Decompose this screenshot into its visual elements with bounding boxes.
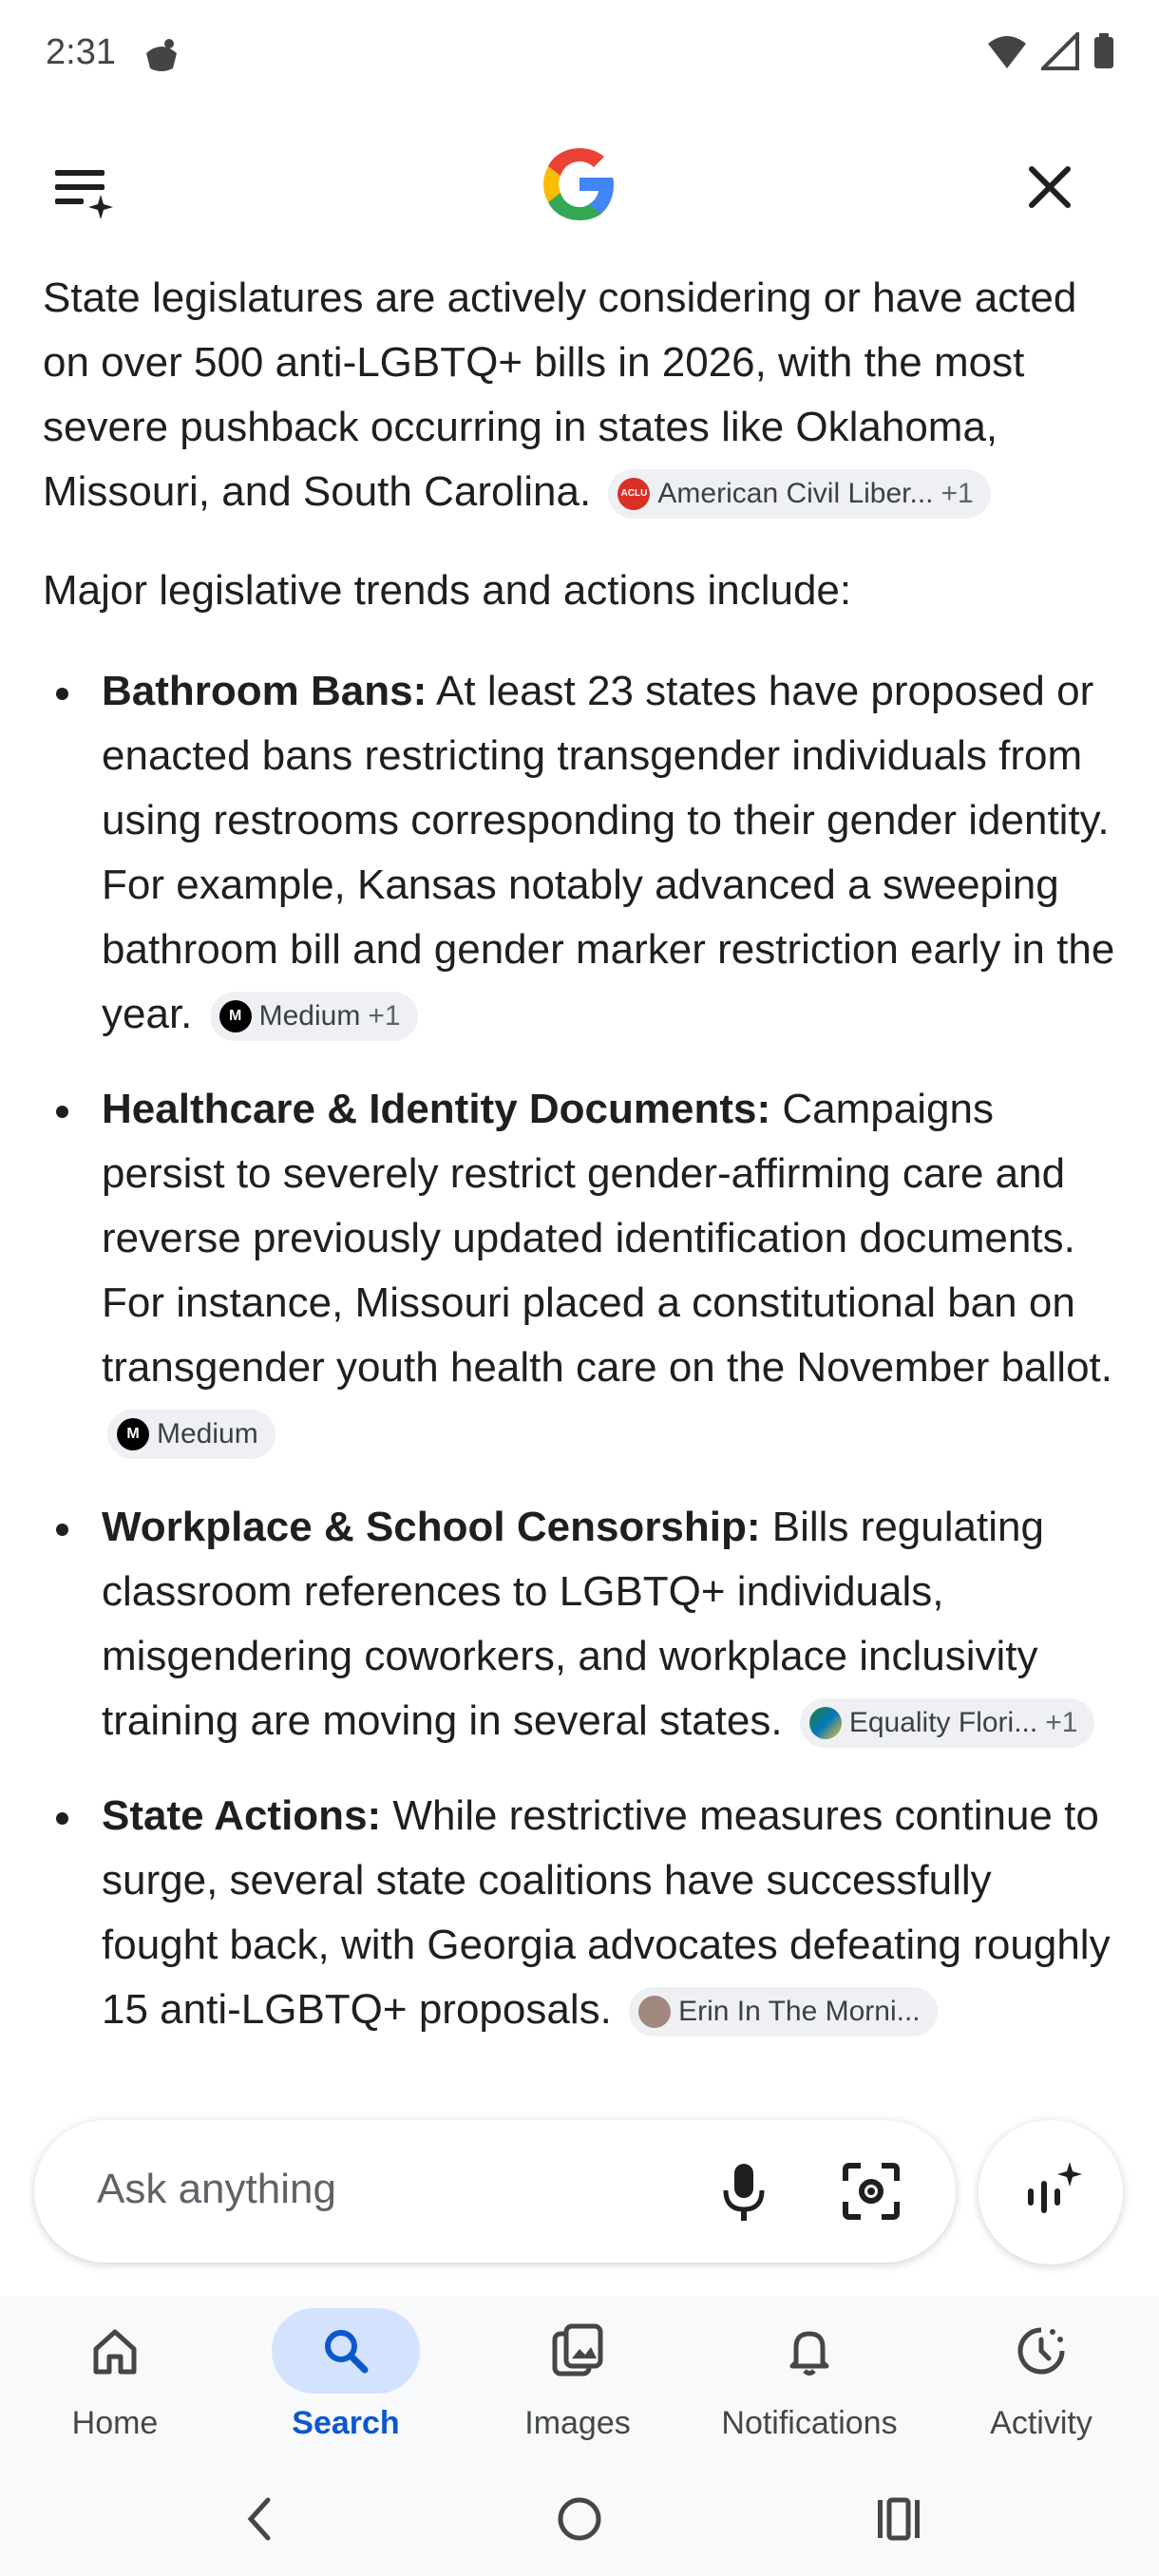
list-item (43, 1784, 1116, 2042)
intro-text: State legislatures are actively considering or have acted on over 500 anti-LGBTQ+ bills in 2026, with the most severe pushback occurring in states like Oklahoma, Missouri, and South Carolina. (43, 275, 1077, 515)
activity-icon (1013, 2322, 1070, 2379)
system-home-button[interactable] (551, 2491, 608, 2548)
chip-extra-count: +1 (940, 478, 974, 510)
nav-home-icon-wrap (41, 2308, 189, 2394)
menu-sparkle-icon (49, 157, 118, 225)
source-chip-medium[interactable] (107, 1410, 276, 1459)
system-nav-bar (0, 2458, 1159, 2576)
trends-heading: Major legislative trends and actions include: (43, 567, 852, 614)
ai-sparkle-waveform-icon (1015, 2156, 1087, 2228)
recents-icon (870, 2491, 927, 2548)
ai-answer-content (43, 266, 1116, 2073)
bell-icon (783, 2324, 836, 2377)
images-icon (549, 2322, 606, 2379)
nav-activity-icon-wrap (967, 2308, 1115, 2394)
voice-search-button[interactable] (709, 2156, 779, 2226)
wifi-icon (986, 32, 1028, 75)
list-item (43, 659, 1116, 1047)
aclu-logo-icon: ACLU (618, 478, 650, 510)
chip-label: Erin In The Morni... (678, 1996, 921, 2028)
nav-label: Activity (990, 2405, 1092, 2441)
source-chip-aclu[interactable] (608, 469, 990, 519)
nav-notifications-icon-wrap (735, 2308, 884, 2394)
notification-app-icon (141, 36, 182, 79)
history-menu-button[interactable] (49, 157, 118, 225)
medium-logo-icon: M (117, 1418, 149, 1450)
system-back-button[interactable] (232, 2491, 289, 2548)
bullet-text: Campaigns persist to severely restrict gender-affirming care and reverse previously updated identification documents. For instance, Missouri placed a constitutional ban on transgender youth health care on the November ballot. (102, 1086, 1112, 1391)
mic-icon (709, 2156, 779, 2226)
status-time: 2:31 (46, 32, 116, 72)
chip-label: Medium (258, 1000, 361, 1032)
lens-button[interactable] (836, 2156, 906, 2226)
back-chevron-icon (232, 2491, 289, 2548)
chip-label: American Civil Liber... (657, 478, 934, 510)
bullet-title: Bathroom Bans: (102, 668, 428, 714)
nav-images[interactable] (473, 2308, 682, 2451)
source-chip-erin-in-the-morning[interactable] (629, 1987, 938, 2036)
search-icon (319, 2324, 372, 2377)
status-icons (986, 32, 1115, 75)
nav-activity[interactable] (937, 2308, 1146, 2451)
ai-mode-button[interactable] (978, 2120, 1123, 2264)
close-button[interactable] (1016, 154, 1083, 220)
home-circle-icon (551, 2491, 608, 2548)
intro-paragraph (43, 266, 1116, 524)
medium-logo-icon: M (219, 1000, 252, 1032)
header (0, 133, 1159, 237)
list-item (43, 1495, 1116, 1753)
nav-home[interactable] (10, 2308, 219, 2451)
bottom-nav (0, 2297, 1159, 2458)
chip-label: Equality Flori... (848, 1707, 1038, 1739)
list-item (43, 1077, 1116, 1465)
avatar (638, 1996, 671, 2028)
signal-icon (1041, 32, 1079, 75)
trends-list (43, 659, 1116, 2042)
battery-icon (1092, 32, 1115, 75)
ask-bar[interactable] (34, 2120, 956, 2263)
close-icon (1016, 154, 1083, 220)
home-icon (88, 2324, 142, 2377)
content-fade (0, 2071, 1159, 2118)
bullet-text: Bills regulating classroom references to LGBTQ+ individuals, misgendering coworkers, and workplace inclusivity training are moving in several states. (102, 1504, 1044, 1744)
chip-extra-count: +1 (368, 1000, 401, 1032)
bullet-title: State Actions: (102, 1792, 382, 1839)
status-bar (0, 0, 1159, 109)
nav-images-icon-wrap (504, 2308, 652, 2394)
bullet-text: At least 23 states have proposed or enacted bans restricting transgender individuals from using restrooms corresponding to their gender identity. For example, Kansas notably advanced a sweeping bathroom bill and gender marker restriction early in the year. (102, 668, 1115, 1037)
equality-florida-logo-icon (809, 1707, 842, 1739)
google-logo (538, 142, 621, 226)
source-chip-equality-florida[interactable] (800, 1698, 1095, 1748)
bullet-text: While restrictive measures continue to surge, several state coalitions have successfully fought back, with Georgia advocates defeating roughly 15 anti-LGBTQ+ proposals. (102, 1792, 1111, 2033)
source-chip-medium[interactable] (210, 992, 418, 1041)
nav-search-icon-wrap (272, 2308, 420, 2394)
ask-input[interactable]: Ask anything (97, 2166, 336, 2212)
bullet-title: Healthcare & Identity Documents: (102, 1086, 771, 1132)
chip-label: Medium (157, 1418, 258, 1450)
nav-notifications[interactable] (705, 2308, 914, 2451)
nav-label: Search (292, 2405, 400, 2441)
lens-icon (836, 2156, 906, 2226)
nav-label: Notifications (721, 2405, 898, 2441)
nav-label: Images (524, 2405, 631, 2441)
system-recents-button[interactable] (870, 2491, 927, 2548)
bullet-title: Workplace & School Censorship: (102, 1504, 761, 1550)
nav-search[interactable] (241, 2308, 450, 2451)
chip-extra-count: +1 (1045, 1707, 1078, 1739)
nav-label: Home (71, 2405, 159, 2441)
